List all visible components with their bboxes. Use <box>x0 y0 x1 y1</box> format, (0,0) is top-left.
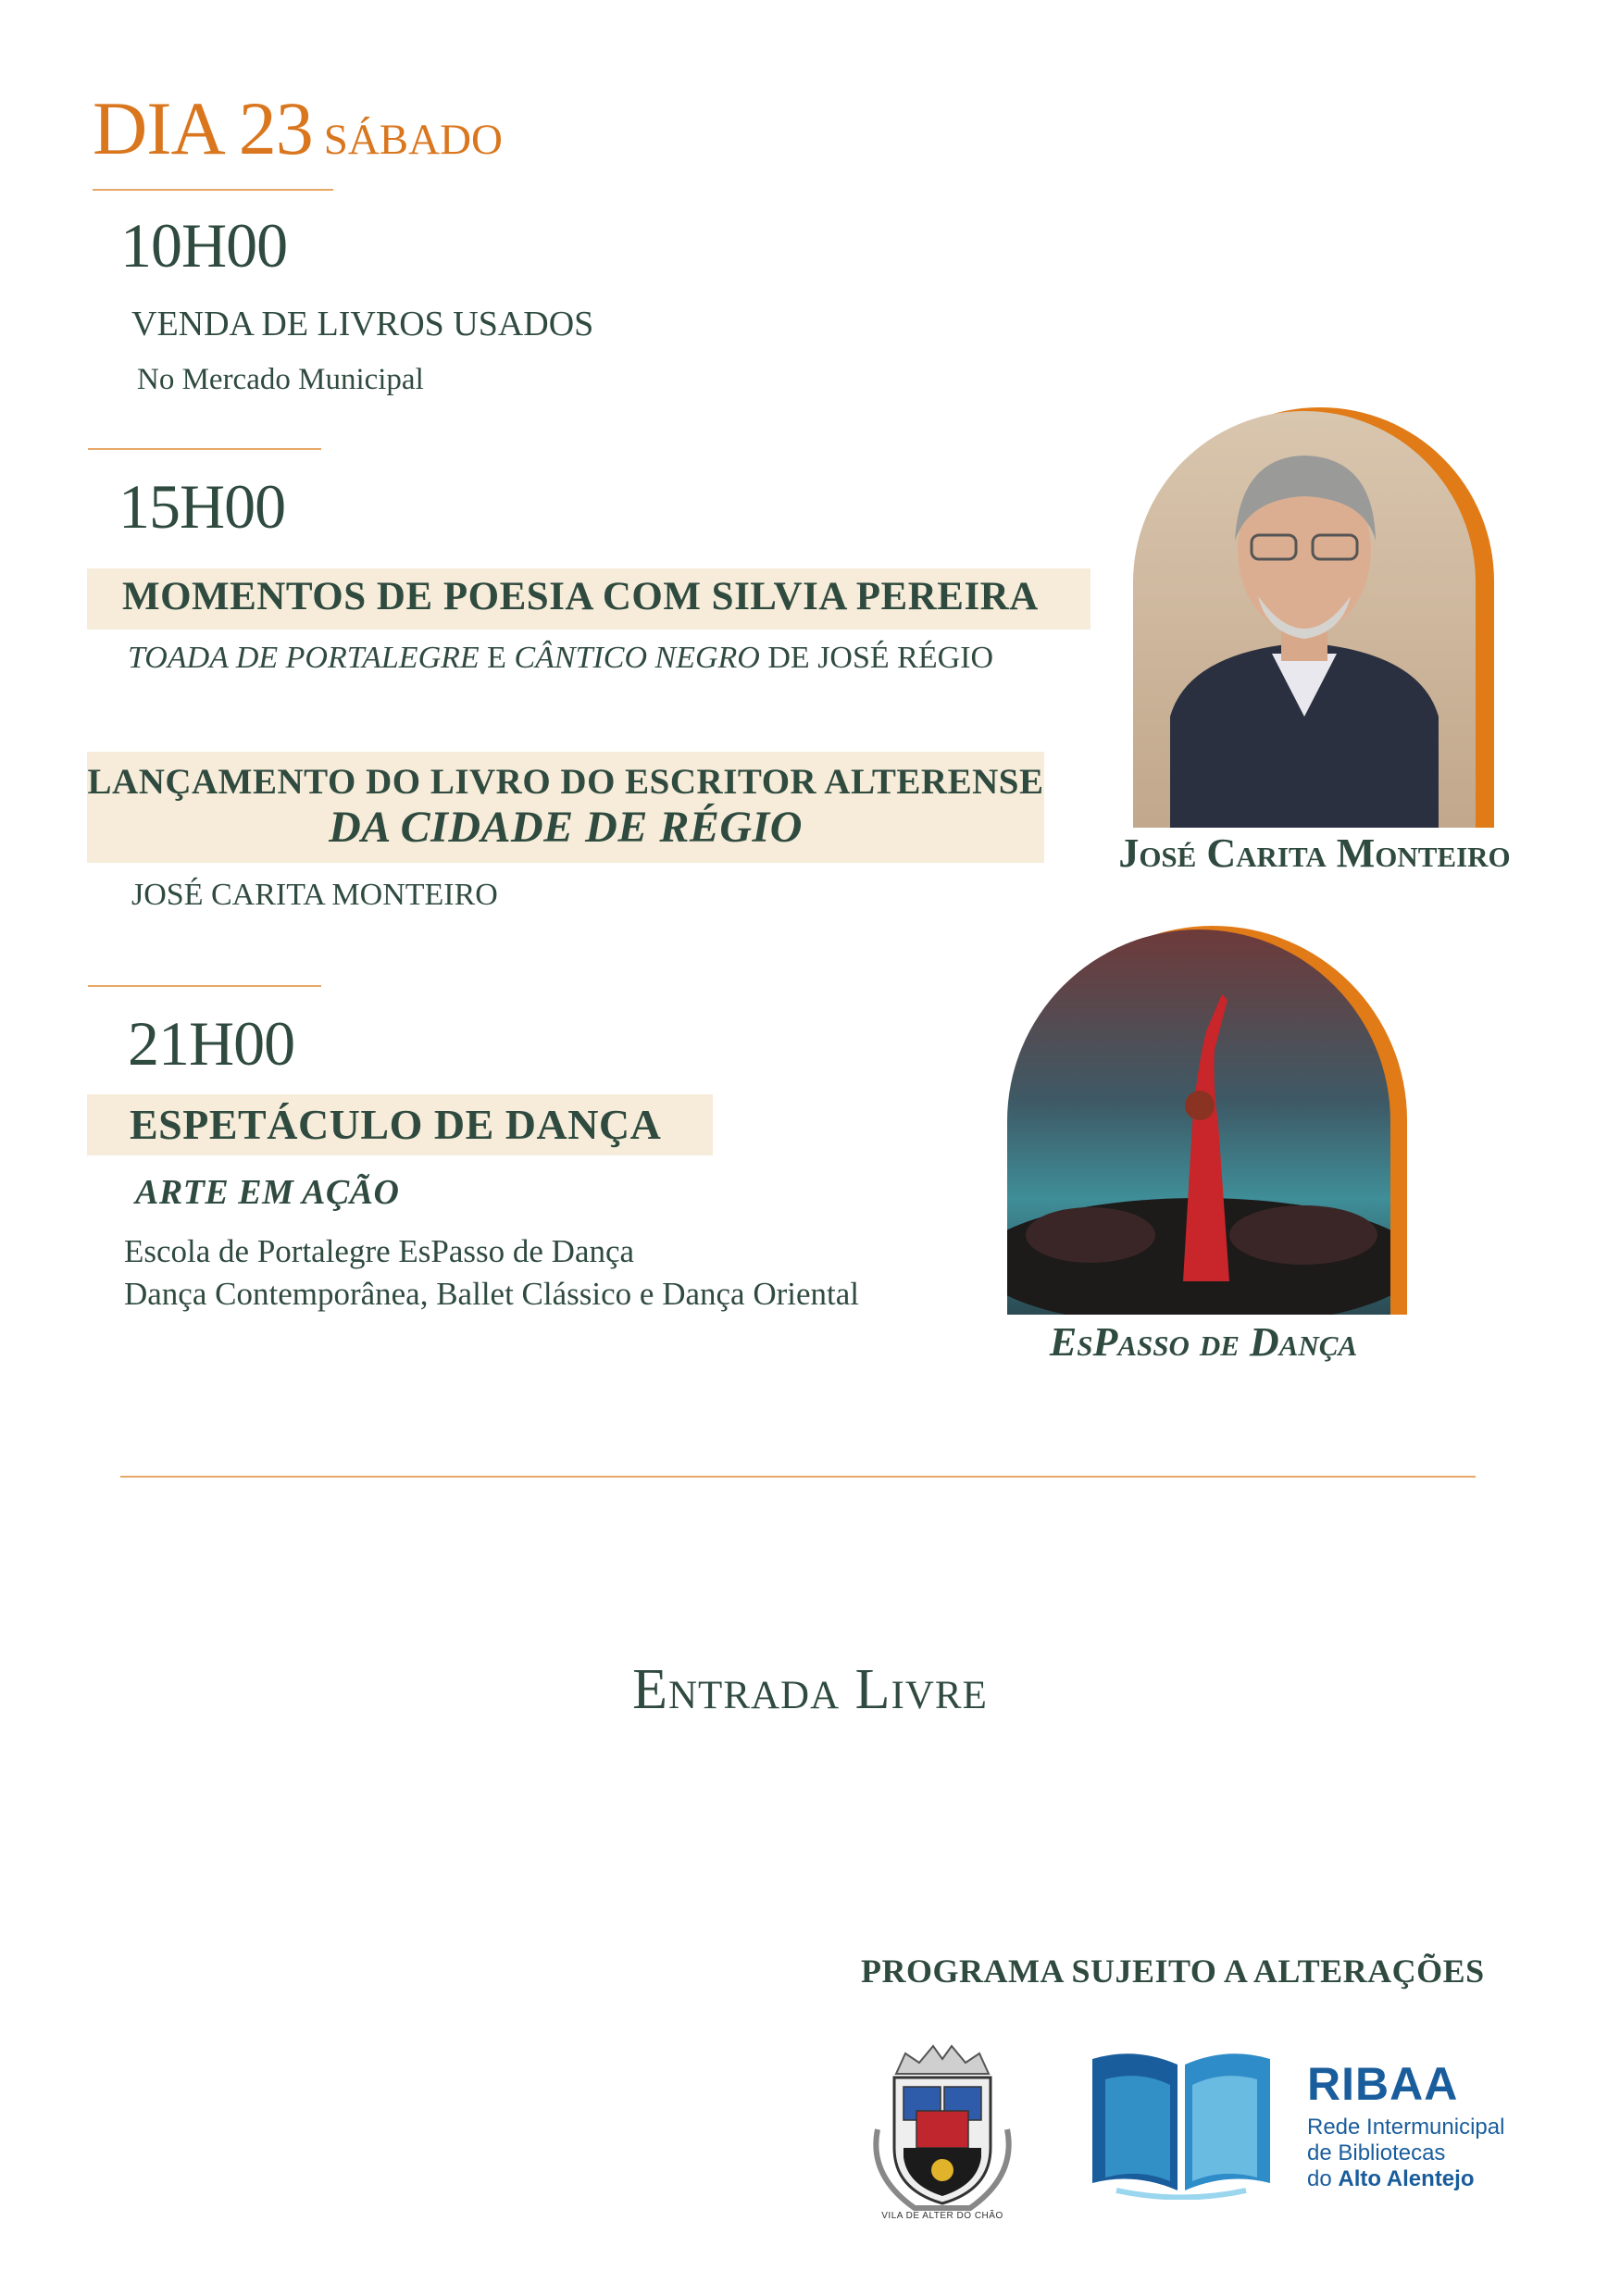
ribaa-book-logo <box>1089 2042 1274 2200</box>
program-notice: PROGRAMA SUJEITO A ALTERAÇÕES <box>861 1953 1485 1990</box>
works-author: DE JOSÉ RÉGIO <box>767 641 994 675</box>
divider-2 <box>88 985 321 987</box>
dance-line-2: Dança Contemporânea, Ballet Clássico e Dança Oriental <box>124 1276 859 1312</box>
dance-subtitle: ARTE EM AÇÃO <box>135 1173 400 1212</box>
open-book-icon <box>1089 2042 1274 2200</box>
work-cantico: CÂNTICO NEGRO <box>514 641 760 675</box>
municipal-crest <box>859 2037 1026 2222</box>
book-launch-title: LANÇAMENTO DO LIVRO DO ESCRITOR ALTERENSE <box>87 762 1044 802</box>
event-time-1: 10H00 <box>120 210 288 281</box>
work-toada: TOADA DE PORTALEGRE <box>128 641 480 675</box>
book-author: JOSÉ CARITA MONTEIRO <box>131 878 498 912</box>
crest-icon <box>859 2037 1026 2222</box>
dance-caption: EsPasso de Dança <box>1049 1319 1358 1365</box>
ribaa-line-2: de Bibliotecas <box>1307 2140 1446 2165</box>
header-rule <box>93 189 333 191</box>
ribaa-line-3b: Alto Alentejo <box>1338 2166 1475 2191</box>
event-time-2: 15H00 <box>118 471 286 542</box>
ribaa-line-3a: do <box>1307 2166 1332 2191</box>
dance-line-1: Escola de Portalegre EsPasso de Dança <box>124 1233 635 1269</box>
ribaa-name: RIBAA <box>1307 2058 1459 2110</box>
dance-illustration <box>1007 930 1390 1315</box>
day-number: DIA 23 <box>93 86 313 170</box>
poetry-title: MOMENTOS DE POESIA COM SILVIA PEREIRA <box>122 575 1039 618</box>
divider-1 <box>88 448 321 450</box>
ribaa-line-1: Rede Intermunicipal <box>1307 2115 1505 2140</box>
author-photo <box>1133 411 1476 828</box>
event-title-1: VENDA DE LIVROS USADOS <box>131 305 594 343</box>
book-title: DA CIDADE DE RÉGIO <box>329 803 803 852</box>
dance-title: ESPETÁCULO DE DANÇA <box>130 1101 662 1148</box>
author-caption: José Carita Monteiro <box>1118 830 1511 876</box>
entry-text: Entrada Livre <box>632 1658 988 1721</box>
bottom-rule <box>120 1476 1476 1478</box>
weekday: SÁBADO <box>323 116 503 164</box>
event-time-3: 21H00 <box>128 1008 295 1079</box>
works-conj: E <box>487 641 506 675</box>
portrait-illustration <box>1133 411 1476 828</box>
day-heading <box>93 85 503 172</box>
event-location-1: No Mercado Municipal <box>137 363 424 396</box>
poetry-works <box>128 641 993 676</box>
ribaa-line-3 <box>1307 2166 1474 2192</box>
crest-motto: VILA DE ALTER DO CHÃO <box>881 2211 1003 2221</box>
dance-photo <box>1007 930 1390 1315</box>
